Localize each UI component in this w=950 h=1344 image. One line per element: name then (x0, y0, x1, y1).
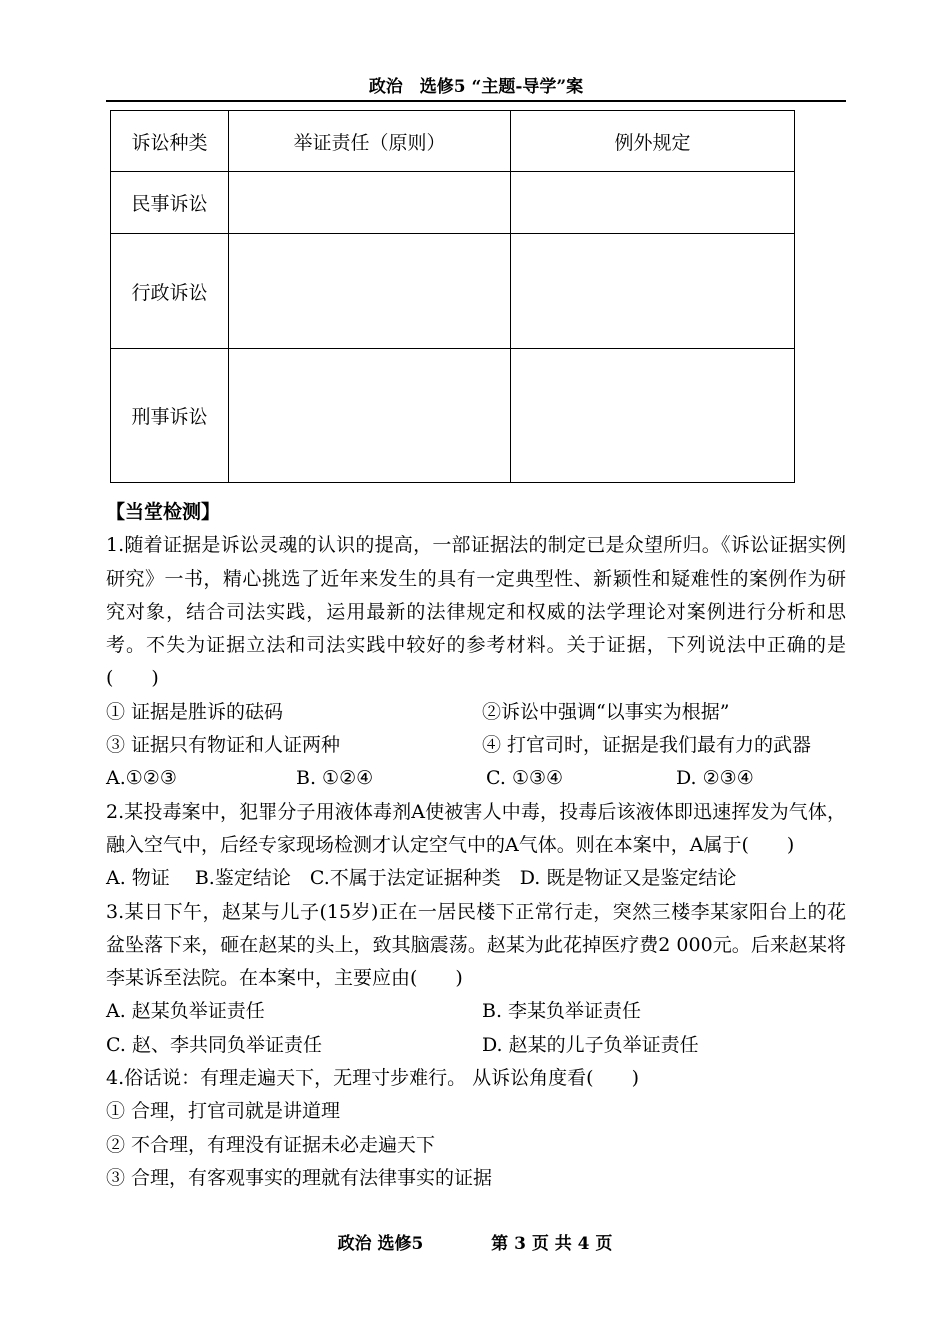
option-a: A.①②③ (106, 767, 177, 790)
page-footer (0, 1230, 950, 1258)
empty-cell (229, 172, 511, 234)
statement: ④ 打官司时，证据是我们最有力的武器 (482, 734, 812, 757)
question-3-options-row-1 (106, 995, 846, 1028)
table-row (111, 172, 795, 234)
option-b: B. ①②④ (296, 767, 374, 790)
row-label: 行政诉讼 (111, 234, 229, 349)
table-row (111, 234, 795, 349)
question-1-statements-row-2 (106, 729, 846, 762)
statement: ① 证据是胜诉的砝码 (106, 700, 284, 723)
option-c: C. 赵、李共同负举证责任 (106, 1033, 322, 1056)
empty-cell (511, 172, 795, 234)
row-label: 民事诉讼 (111, 172, 229, 234)
option-b: B. 李某负举证责任 (482, 1000, 642, 1023)
question-1-stem: 1.随着证据是诉讼灵魂的认识的提高，一部证据法的制定已是众望所归。《诉讼证据实例研究》一书，精心挑选了近年来发生的具有一定典型性、新颖性和疑难性的案例作为研究对象，结合司法实践，运用最新的法律规定和权威的法学理论对案例进行分析和思考。不失为证据立法和司法实践中较好的参考材料。关于证据，下列说法中正确的是( ) (106, 534, 846, 690)
empty-cell (229, 349, 511, 483)
table-row (111, 349, 795, 483)
column-header: 诉讼种类 (111, 111, 229, 172)
option-d: D. ②③④ (676, 767, 754, 790)
statement: ① 合理，打官司就是讲道理 (106, 1100, 341, 1123)
question-2-options: A. 物证 B.鉴定结论 C.不属于法定证据种类 D. 既是物证又是鉴定结论 (106, 867, 737, 890)
page-number: 第 3 页 共 4 页 (491, 1234, 613, 1254)
footer-subject: 政治 选修5 (337, 1234, 424, 1254)
section-title: 【当堂检测】 (106, 501, 221, 523)
question-3-options-row-2 (106, 1029, 846, 1062)
column-header: 举证责任（原则） (229, 111, 511, 172)
question-1-statements-row-1 (106, 696, 846, 729)
quiz-content (106, 496, 846, 1195)
litigation-table (110, 110, 795, 483)
statement: ③ 合理，有客观事实的理就有法律事实的证据 (106, 1166, 493, 1189)
empty-cell (229, 234, 511, 349)
option-c: C. ①③④ (486, 767, 564, 790)
question-2-stem: 2.某投毒案中，犯罪分子用液体毒剂A使被害人中毒，投毒后该液体即迅速挥发为气体，融入空气中，后经专家现场检测才认定空气中的A气体。则在本案中，A属于( ) (106, 800, 846, 856)
statement: ②诉讼中强调“以事实为根据” (482, 700, 730, 723)
page-header: 政治 选修5 “主题-导学”案 (106, 74, 846, 102)
column-header: 例外规定 (511, 111, 795, 172)
empty-cell (511, 349, 795, 483)
option-d: D. 赵某的儿子负举证责任 (482, 1033, 699, 1056)
question-4-stem: 4.俗话说：有理走遍天下，无理寸步难行。 从诉讼角度看( ) (106, 1067, 639, 1090)
statement: ② 不合理，有理没有证据未必走遍天下 (106, 1133, 436, 1156)
table-header-row (111, 111, 795, 172)
statement: ③ 证据只有物证和人证两种 (106, 734, 341, 757)
empty-cell (511, 234, 795, 349)
question-1-options (106, 762, 846, 795)
question-3-stem: 3.某日下午，赵某与儿子(15岁)正在一居民楼下正常行走，突然三楼李某家阳台上的花盆坠落下来，砸在赵某的头上，致其脑震荡。赵某为此花掉医疗费2 000元。后来赵某将李某诉至法院。在本案中，主要应由( ) (106, 900, 846, 990)
option-a: A. 赵某负举证责任 (106, 1000, 265, 1023)
row-label: 刑事诉讼 (111, 349, 229, 483)
